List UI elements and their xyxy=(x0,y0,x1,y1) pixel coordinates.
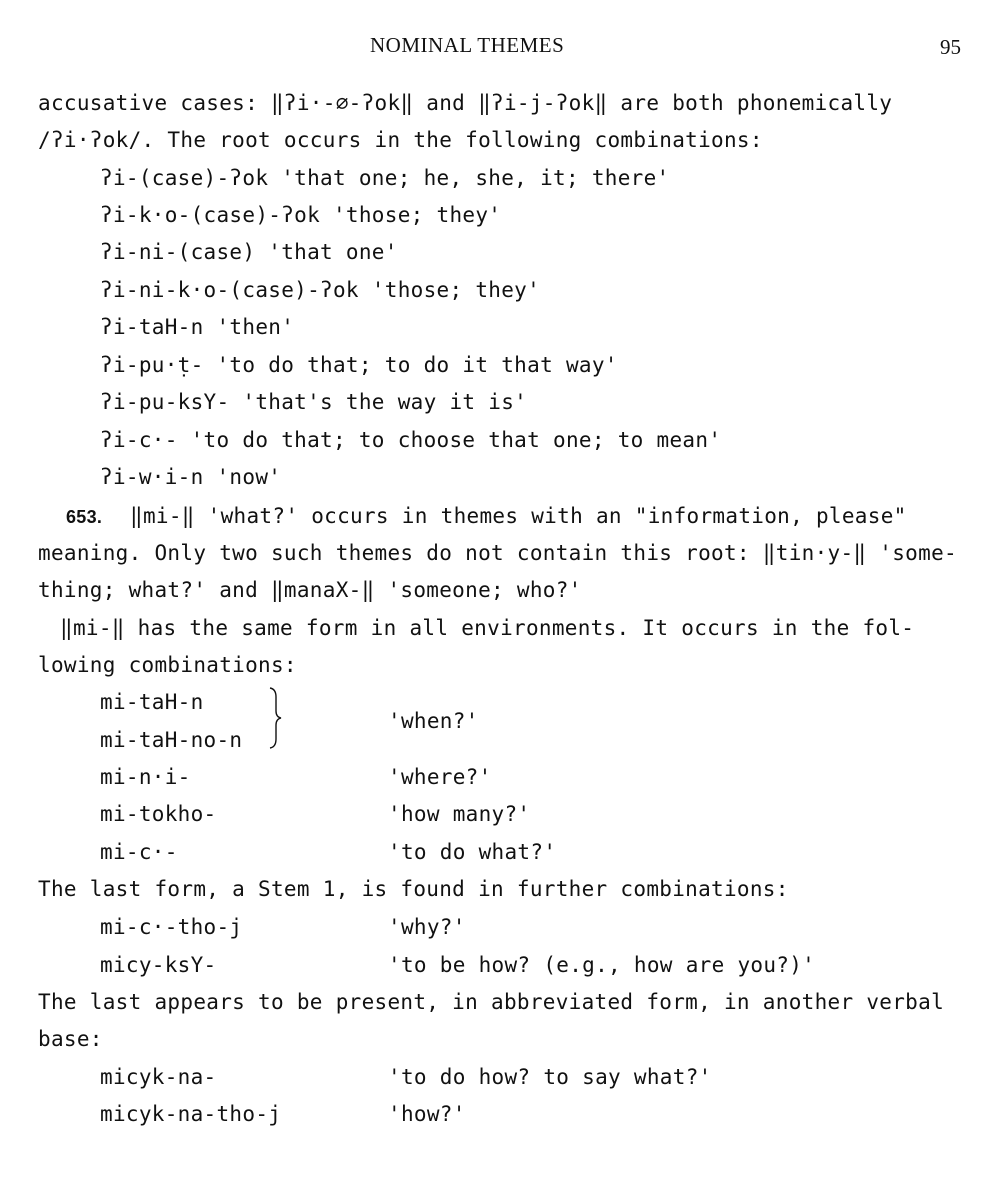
mi-form: micy-ksY- xyxy=(100,953,217,977)
combination-item: ʔi-ni-k·o-(case)-ʔok 'those; they' xyxy=(100,278,541,302)
section-653-line-4: ‖mi-‖ has the same form in all environments. It occurs in the fol- xyxy=(60,616,915,640)
mi-form: mi-c·-tho-j xyxy=(100,915,243,939)
mi-gloss: 'why?' xyxy=(388,915,466,939)
intro-line-2: /ʔi·ʔok/. The root occurs in the following combinations: xyxy=(38,128,763,152)
mi-gloss: 'where?' xyxy=(388,765,492,789)
combination-item: ʔi-ni-(case) 'that one' xyxy=(100,240,398,264)
stem1-line: The last form, a Stem 1, is found in further combinations: xyxy=(38,877,789,901)
combination-item: ʔi-k·o-(case)-ʔok 'those; they' xyxy=(100,203,502,227)
mi-form: mi-tokho- xyxy=(100,802,217,826)
section-number: 653. xyxy=(66,507,103,527)
section-653-line-1: ‖mi-‖ 'what?' occurs in themes with an "information, please" xyxy=(130,504,907,528)
mi-gloss: 'to do what?' xyxy=(388,840,557,864)
combination-item: ʔi-w·i-n 'now' xyxy=(100,465,282,489)
mi-form: mi-taH-no-n xyxy=(100,728,243,752)
running-title: NOMINAL THEMES xyxy=(370,33,565,57)
mi-gloss: 'how?' xyxy=(388,1102,466,1126)
combination-item: ʔi-(case)-ʔok 'that one; he, she, it; there' xyxy=(100,166,670,190)
combination-item: ʔi-c·- 'to do that; to choose that one; to mean' xyxy=(100,428,722,452)
mi-gloss: 'when?' xyxy=(388,709,479,733)
section-653-line-3: thing; what?' and ‖manaX-‖ 'someone; who?' xyxy=(38,578,582,602)
mi-gloss: 'how many?' xyxy=(388,802,531,826)
combination-item: ʔi-taH-n 'then' xyxy=(100,315,295,339)
curly-brace xyxy=(268,687,282,749)
intro-line-1: accusative cases: ‖ʔi·-∅-ʔok‖ and ‖ʔi-j-ʔok‖ are both phonemically xyxy=(38,91,893,115)
mi-form: micyk-na-tho-j xyxy=(100,1102,282,1126)
mi-form: micyk-na- xyxy=(100,1065,217,1089)
mi-form: mi-c·- xyxy=(100,840,178,864)
abbrev-line-1: The last appears to be present, in abbreviated form, in another verbal xyxy=(38,990,945,1014)
section-653-line-2: meaning. Only two such themes do not contain this root: ‖tin·y-‖ 'some- xyxy=(38,541,957,565)
abbrev-line-2: base: xyxy=(38,1027,103,1051)
mi-gloss: 'to do how? to say what?' xyxy=(388,1065,712,1089)
mi-form: mi-taH-n xyxy=(100,690,204,714)
combination-item: ʔi-pu·ṭ- 'to do that; to do it that way' xyxy=(100,353,618,377)
mi-gloss: 'to be how? (e.g., how are you?)' xyxy=(388,953,816,977)
combination-item: ʔi-pu-ksY- 'that's the way it is' xyxy=(100,390,528,414)
mi-form: mi-n·i- xyxy=(100,765,191,789)
page-number: 95 xyxy=(940,35,961,59)
running-header xyxy=(0,33,1008,61)
section-653-line-5: lowing combinations: xyxy=(38,653,297,677)
